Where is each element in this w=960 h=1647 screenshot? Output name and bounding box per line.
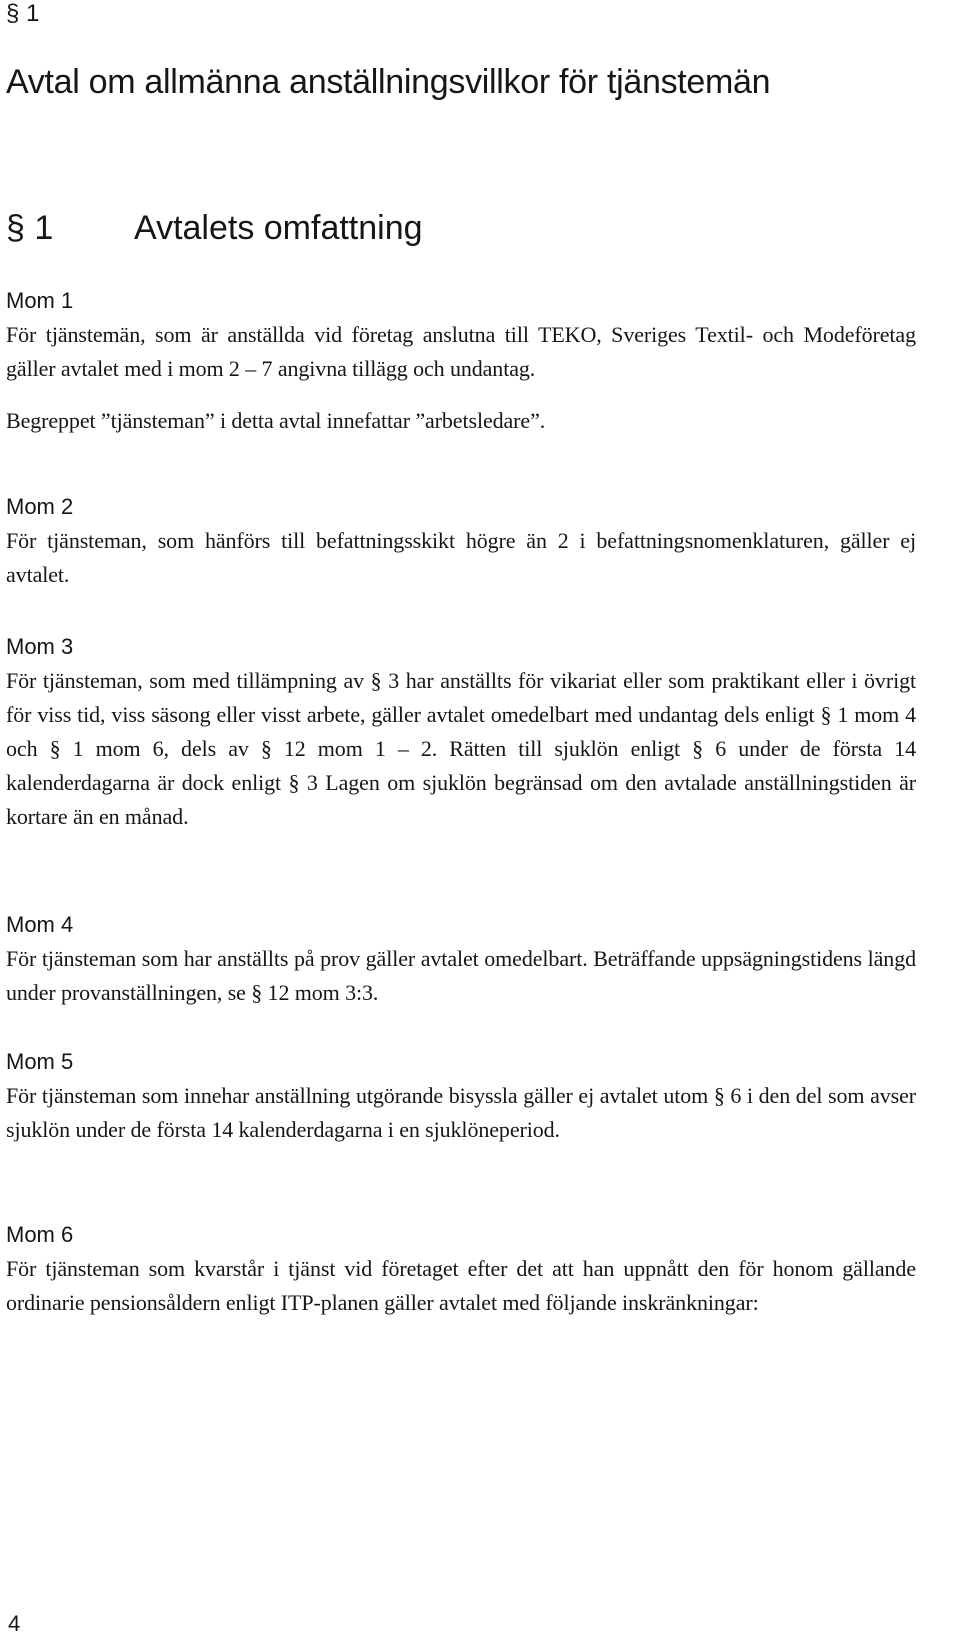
mom-3-label: Mom 3 [6,634,74,659]
document-title: Avtal om allmänna anställningsvillkor för tjänstemän [6,63,771,101]
mom-1-label: Mom 1 [6,288,74,313]
mom-2-block [6,492,916,592]
mom-3-block [6,632,916,834]
mom-2-text: För tjänsteman, som hänförs till befattningsskikt högre än 2 i befattningsnomenklaturen, gäller ej avtalet. [6,528,916,587]
mom-2-label: Mom 2 [6,494,74,519]
section-title: Avtalets omfattning [134,209,423,247]
mom-4-label: Mom 4 [6,912,74,937]
mom-6-label: Mom 6 [6,1222,74,1247]
mom-3-text: För tjänsteman, som med tillämpning av § 3 har anställts för vikariat eller som praktikant eller i övrigt för viss tid, viss säsong eller visst arbete, gäller avtalet omedelbart med undantag dels enligt § 1 mom 4 och § 1 mom 6, dels av § 12 mom 1 – 2. Rätten till sjuklön enligt § 6 under de första 14 kalenderdagarna är dock enligt § 3 Lagen om sjuklön begränsad om den avtalade anställningstiden är kortare än en månad. [6,668,916,829]
mom-6-text: För tjänsteman som kvarstår i tjänst vid företaget efter det att han uppnått den för honom gällande ordinarie pensionsåldern enligt ITP-planen gäller avtalet med följande inskränkningar: [6,1256,916,1315]
mom-1-block [6,286,916,438]
mom-4-block [6,910,916,1010]
mom-1-text: För tjänstemän, som är anställda vid företag anslutna till TEKO, Sveriges Textil- och Modeföretag gäller avtalet med i mom 2 – 7 angivna tillägg och undantag. [6,322,916,381]
page-number: 4 [8,1611,21,1636]
mom-5-text: För tjänsteman som innehar anställning utgörande bisyssla gäller ej avtalet utom § 6 i den del som avser sjuklön under de första 14 kalenderdagarna i en sjuklöneperiod. [6,1083,916,1142]
mom-5-block [6,1047,916,1147]
mom-4-text: För tjänsteman som har anställts på prov gäller avtalet omedelbart. Beträffande uppsägningstidens längd under provanställningen, se § 12 mom 3:3. [6,946,916,1005]
mom-5-label: Mom 5 [6,1049,74,1074]
mom-1-definition-text: Begreppet ”tjänsteman” i detta avtal innefattar ”arbetsledare”. [6,408,546,433]
running-header-section-mark: § 1 [6,0,40,27]
section-heading [6,206,423,250]
section-number: § 1 [6,209,54,247]
mom-6-block [6,1220,916,1320]
